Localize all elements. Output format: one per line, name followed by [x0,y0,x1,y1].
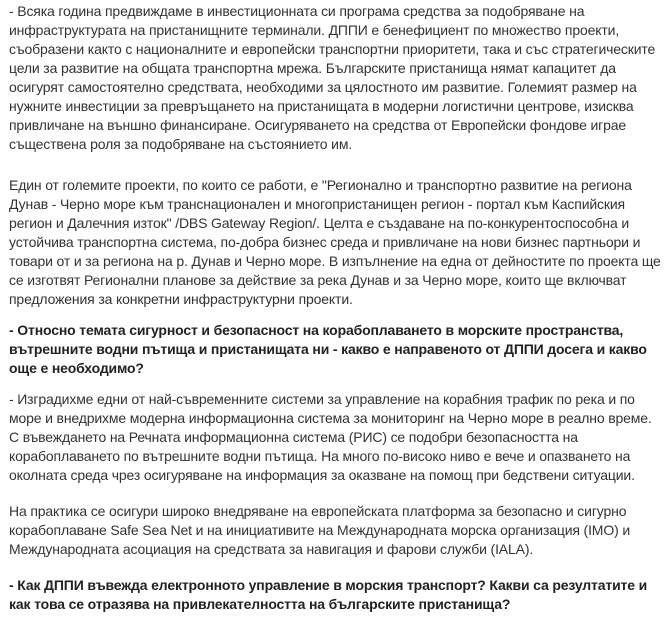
question-paragraph: - Как ДППИ въвежда електронното управление в морския транспорт? Какви са резултатите и как това се отразява на привлекателността на българските пристанища? [9,577,648,612]
answer-paragraph: На практика се осигури широко внедряване на европейската платформа за безопасно и сигурно корабоплаване Safe Sea Net и на инициативите на Международната морска организация (IMO) и Международната асоциация на средствата за навигация и фарови служби (IALA). [9,503,630,557]
question-paragraph: - Относно темата сигурност и безопасност на корабоплаването в морските пространства, вътрешните водни пътища и пристанищата ни - какво е направеното от ДППИ досега и какво още е необходимо? [9,322,647,376]
answer-paragraph: - Изградихме едни от най-съвременните системи за управление на корабния трафик по река и по море и внедрихме модерна информационна система за мониторинг на Черно море в реално време. С въвеждането на Речната информационна система (РИС) се подобри безопасността на корабоплаването по вътрешните водни пътища. На много по-високо ниво е вече и опазването на околната среда чрез осигуряване на информация за оказване на помощ при бедствени ситуации. [9,391,652,483]
answer-paragraph: - Всяка година предвиждаме в инвестиционната си програма средства за подобряване на инфраструктурата на пристанищните терминали. ДППИ е бенефициент по множество проекти, съобразени както с националните и европейски транспортни приоритети, така и със стратегическите цели за развитие на общата транспортна мрежа. Българските пристанища нямат капацитет да осигурят самостоятелно средствата, необходими за цялостното им развитие. Големият размер на нужните инвестиции за превръщането на пристанищата в модерни логистични центрове, изисква привличане на външно финансиране. Осигуряването на средства от Европейски фондове играе съществена роля за подобряване на състоянието им. [9,3,656,152]
answer-paragraph: Един от големите проекти, по които се работи, е "Регионално и транспортно развитие на региона Дунав - Черно море към транснационален и многопристанищен регион - портал към Каспийския регион и Далечния изток" /DBS Gateway Region/. Целта е създаване на по-конкурентоспособна и устойчива транспортна система, по-добра бизнес среда и привличане на нови бизнес партньори и товари от и за региона на р. Дунав и Черно море. В изпълнение на една от дейностите по проекта ще се изготвят Регионални планове за действие за река Дунав и за Черно море, които ще включват предложения за конкретни инфраструктурни проекти. [9,177,661,307]
